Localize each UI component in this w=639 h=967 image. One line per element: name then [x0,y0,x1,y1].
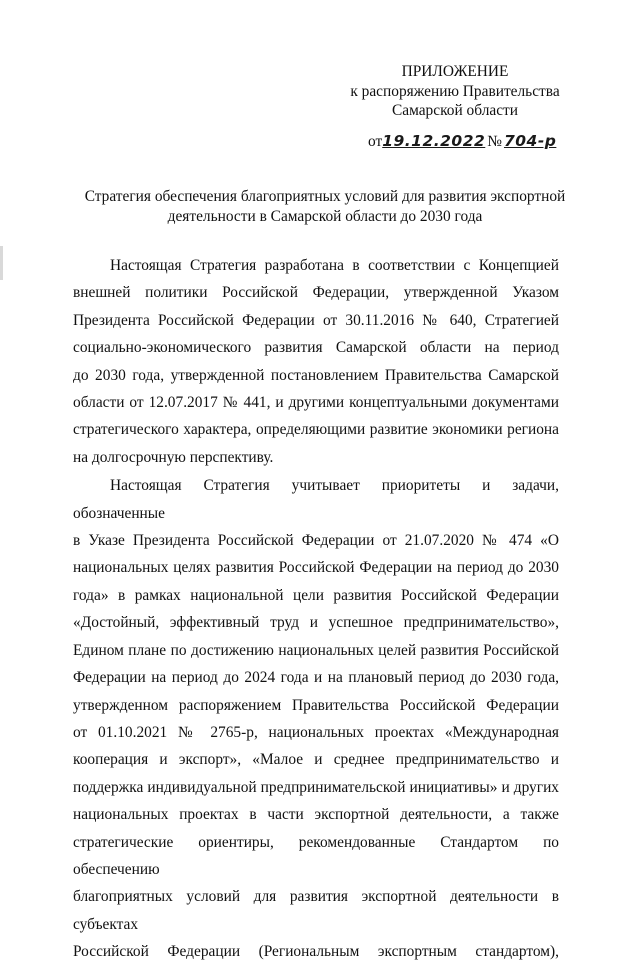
document-body [73,252,559,967]
paragraph-line: Настоящая Стратегия учитывает приоритеты и задачи, обозначенные [73,477,559,522]
paragraph-line: Федерации на период до 2024 года и на плановый период до 2030 года, [73,669,559,687]
paragraph-line: кооперация и экспорт», «Малое и среднее предпринимательство и [73,751,559,769]
paragraph-line: утвержденном распоряжением Правительства Российской Федерации [73,696,559,714]
paragraph-line: национальных целях развития Российской Федерации на период до 2030 [73,559,559,577]
appendix-number-sign: № [487,133,502,150]
title-line-2: деятельности в Самарской области до 2030 года [167,208,483,225]
appendix-header [340,62,570,121]
appendix-date-handwritten: 19.12.2022 [382,132,486,150]
appendix-from-label: от [368,133,383,150]
paragraph-line: Настоящая Стратегия разработана в соответствии с Концепцией [110,257,559,274]
appendix-number-handwritten: 704-р [503,132,557,150]
title-line-1: Стратегия обеспечения благоприятных условий для развития экспортной [84,188,566,205]
paragraph-line: национальных проектах в части экспортной деятельности, а также [73,806,559,824]
appendix-number-line [368,131,556,152]
paragraph-line: от 01.10.2021 № 2765-р, национальных проектах «Международная [73,723,559,741]
paragraph-line: благоприятных условий для развития экспортной деятельности в субъектах [73,888,559,933]
paragraph-line: до 2030 года, утвержденной постановлением Правительства Самарской [73,366,559,384]
paragraph-line: года» в рамках национальной цели развития Российской Федерации [73,586,559,604]
paragraph-line: стратегического характера, определяющими развитие экономики региона [73,421,559,439]
paragraph-line: внешней политики Российской Федерации, утвержденной Указом [73,284,559,302]
paragraph-line: поддержка индивидуальной предпринимательской инициативы» и других [73,778,559,796]
paragraph-line: «Достойный, эффективный труд и успешное предпринимательство», [73,614,559,632]
paragraph-line: Едином плане по достижению национальных целей развития Российской [73,641,559,659]
appendix-line-2: к распоряжению Правительства [350,82,560,100]
paragraph-2 [73,472,559,965]
document-title [60,187,590,227]
scan-edge-mark [0,246,3,280]
paragraph-1 [73,252,559,471]
paragraph-line: области от 12.07.2017 № 441, и другими концептуальными документами [73,394,559,412]
paragraph-line: на долгосрочную перспективу. [73,448,274,466]
paragraph-line: социально-экономического развития Самарской области на период [73,339,559,357]
appendix-label: ПРИЛОЖЕНИЕ [401,63,509,80]
paragraph-line: Российской Федерации (Региональным экспортным стандартом), [73,943,559,961]
paragraph-line: Президента Российской Федерации от 30.11.2016 № 640, Стратегией [73,311,559,329]
paragraph-line: стратегические ориентиры, рекомендованные Стандартом по обеспечению [73,833,559,878]
paragraph-line: в Указе Президента Российской Федерации от 21.07.2020 № 474 «О [73,532,559,550]
appendix-line-3: Самарской области [391,102,518,119]
